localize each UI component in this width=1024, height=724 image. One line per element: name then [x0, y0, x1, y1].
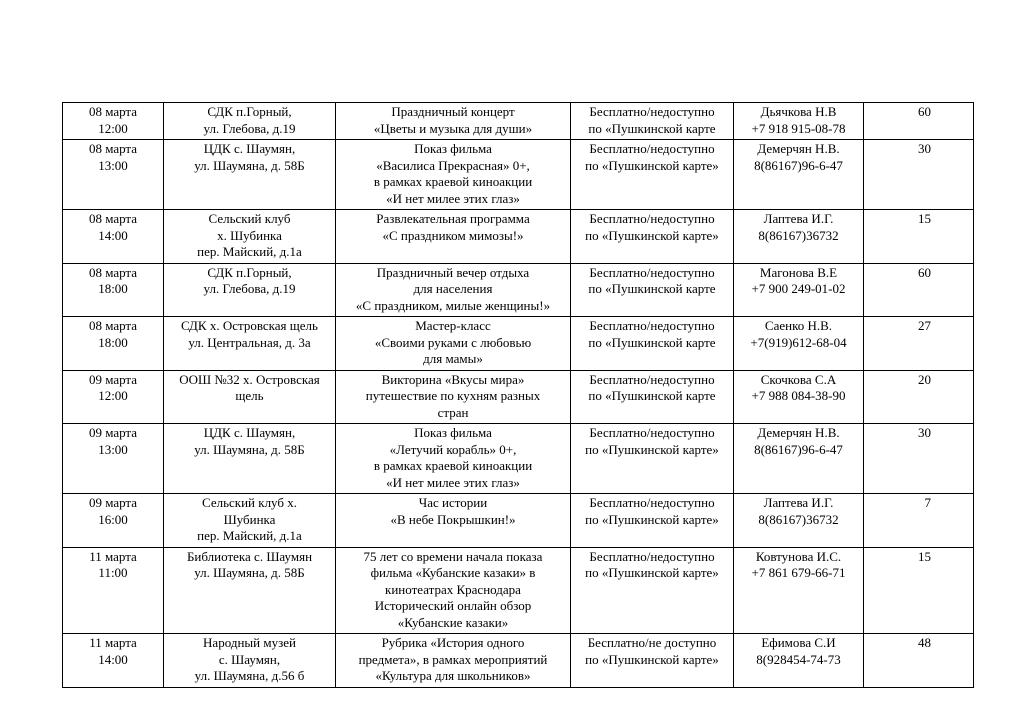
- count-cell: 15: [864, 210, 974, 264]
- contact-cell: Лаптева И.Г. 8(86167)36732: [734, 210, 864, 264]
- title-cell: Праздничный вечер отдыха для населения «С праздником, милые женщины!»: [336, 263, 571, 317]
- count-cell: 30: [864, 140, 974, 210]
- place-cell: Сельский клуб х. Шубинка пер. Майский, д.1а: [164, 210, 336, 264]
- place-cell: ООШ №32 х. Островская щель: [164, 370, 336, 424]
- date-cell: 08 марта 14:00: [63, 210, 164, 264]
- date-cell: 11 марта 11:00: [63, 547, 164, 634]
- count-cell: 48: [864, 634, 974, 688]
- price-cell: Бесплатно/недоступно по «Пушкинской карте»: [571, 140, 734, 210]
- count-cell: 60: [864, 103, 974, 140]
- place-cell: ЦДК с. Шаумян, ул. Шаумяна, д. 58Б: [164, 140, 336, 210]
- date-cell: 08 марта 13:00: [63, 140, 164, 210]
- count-cell: 15: [864, 547, 974, 634]
- contact-cell: Магонова В.Е +7 900 249-01-02: [734, 263, 864, 317]
- title-cell: Рубрика «История одного предмета», в рамках мероприятий «Культура для школьников»: [336, 634, 571, 688]
- table-row: [63, 140, 974, 210]
- table-row: [63, 370, 974, 424]
- price-cell: Бесплатно/недоступно по «Пушкинской карте: [571, 370, 734, 424]
- place-cell: СДК х. Островская щель ул. Центральная, д. 3а: [164, 317, 336, 371]
- date-cell: 09 марта 12:00: [63, 370, 164, 424]
- count-cell: 27: [864, 317, 974, 371]
- price-cell: Бесплатно/не доступно по «Пушкинской карте»: [571, 634, 734, 688]
- contact-cell: Демерчян Н.В. 8(86167)96-6-47: [734, 140, 864, 210]
- contact-cell: Дьячкова Н.В +7 918 915-08-78: [734, 103, 864, 140]
- events-table-body: [63, 103, 974, 688]
- count-cell: 20: [864, 370, 974, 424]
- place-cell: Народный музей с. Шаумян, ул. Шаумяна, д.56 б: [164, 634, 336, 688]
- title-cell: Час истории «В небе Покрышкин!»: [336, 494, 571, 548]
- price-cell: Бесплатно/недоступно по «Пушкинской карте»: [571, 494, 734, 548]
- place-cell: СДК п.Горный, ул. Глебова, д.19: [164, 103, 336, 140]
- price-cell: Бесплатно/недоступно по «Пушкинской карте»: [571, 424, 734, 494]
- count-cell: 7: [864, 494, 974, 548]
- date-cell: 09 марта 13:00: [63, 424, 164, 494]
- place-cell: Библиотека с. Шаумян ул. Шаумяна, д. 58Б: [164, 547, 336, 634]
- contact-cell: Ефимова С.И 8(928454-74-73: [734, 634, 864, 688]
- table-row: [63, 317, 974, 371]
- table-row: [63, 210, 974, 264]
- contact-cell: Саенко Н.В. +7(919)612-68-04: [734, 317, 864, 371]
- date-cell: 09 марта 16:00: [63, 494, 164, 548]
- title-cell: 75 лет со времени начала показа фильма «Кубанские казаки» в кинотеатрах Краснодара Исторический онлайн обзор «Кубанские казаки»: [336, 547, 571, 634]
- date-cell: 08 марта 12:00: [63, 103, 164, 140]
- price-cell: Бесплатно/недоступно по «Пушкинской карте»: [571, 547, 734, 634]
- contact-cell: Ковтунова И.С. +7 861 679-66-71: [734, 547, 864, 634]
- count-cell: 60: [864, 263, 974, 317]
- contact-cell: Скочкова С.А +7 988 084-38-90: [734, 370, 864, 424]
- price-cell: Бесплатно/недоступно по «Пушкинской карте»: [571, 210, 734, 264]
- table-row: [63, 634, 974, 688]
- place-cell: СДК п.Горный, ул. Глебова, д.19: [164, 263, 336, 317]
- contact-cell: Демерчян Н.В. 8(86167)96-6-47: [734, 424, 864, 494]
- title-cell: Мастер-класс «Своими руками с любовью для мамы»: [336, 317, 571, 371]
- price-cell: Бесплатно/недоступно по «Пушкинской карте: [571, 263, 734, 317]
- title-cell: Показ фильма «Летучий корабль» 0+, в рамках краевой киноакции «И нет милее этих глаз»: [336, 424, 571, 494]
- title-cell: Праздничный концерт «Цветы и музыка для души»: [336, 103, 571, 140]
- count-cell: 30: [864, 424, 974, 494]
- place-cell: ЦДК с. Шаумян, ул. Шаумяна, д. 58Б: [164, 424, 336, 494]
- date-cell: 08 марта 18:00: [63, 317, 164, 371]
- date-cell: 08 марта 18:00: [63, 263, 164, 317]
- table-row: [63, 103, 974, 140]
- price-cell: Бесплатно/недоступно по «Пушкинской карте: [571, 317, 734, 371]
- title-cell: Показ фильма «Василиса Прекрасная» 0+, в рамках краевой киноакции «И нет милее этих глаз»: [336, 140, 571, 210]
- price-cell: Бесплатно/недоступно по «Пушкинской карте: [571, 103, 734, 140]
- place-cell: Сельский клуб х. Шубинка пер. Майский, д.1а: [164, 494, 336, 548]
- contact-cell: Лаптева И.Г. 8(86167)36732: [734, 494, 864, 548]
- table-row: [63, 494, 974, 548]
- date-cell: 11 марта 14:00: [63, 634, 164, 688]
- table-row: [63, 547, 974, 634]
- table-row: [63, 263, 974, 317]
- table-row: [63, 424, 974, 494]
- title-cell: Развлекательная программа «С праздником мимозы!»: [336, 210, 571, 264]
- title-cell: Викторина «Вкусы мира» путешествие по кухням разных стран: [336, 370, 571, 424]
- events-table: [62, 102, 974, 688]
